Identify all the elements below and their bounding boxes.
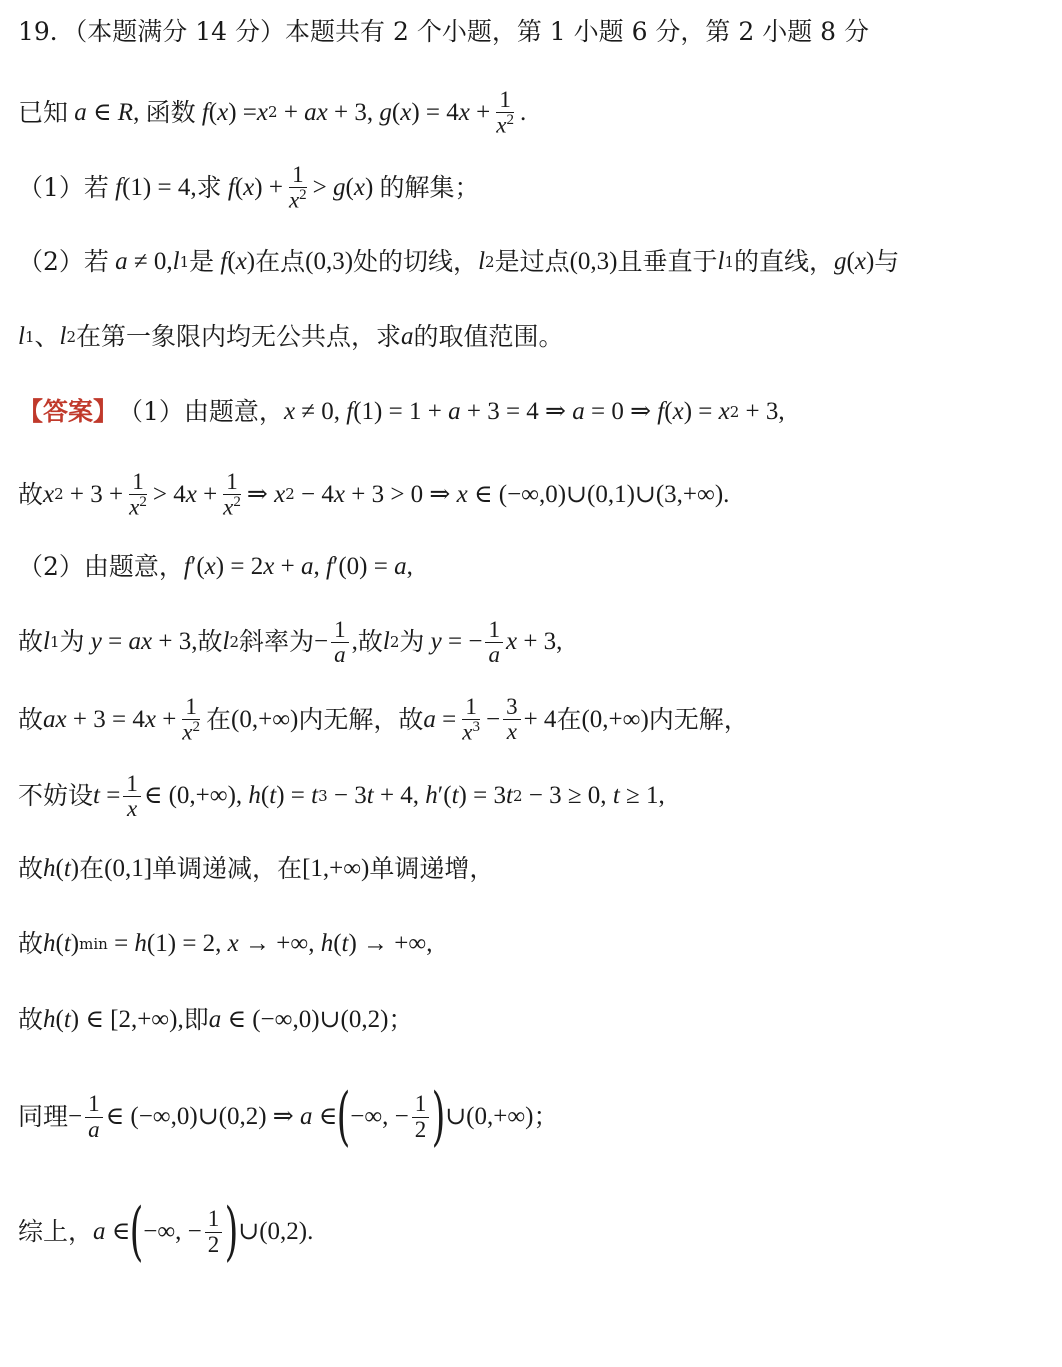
slope: 斜率为 [238,627,314,657]
answer2-line8: 同理 − $\frac{1}{a}$ ∈ (−∞,0)∪(0,2) ⇒ a ∈ ( −∞, − $\frac{1}{2}$ ) ∪(0,+∞) ； [18,1080,559,1154]
fraction: $\frac{1}{a}$ [331,618,349,667]
header-text: 19．（本题满分 14 分）本题共有 2 个小题，第 1 小题 6 分，第 2 小题 8 分 [18,17,870,46]
func-label: 函数 [145,97,196,127]
gu: 故 [18,1005,44,1034]
wei: 为 [399,627,425,657]
given-line: 已知 a ∈ R , 函数 f ( x ) = x 2 + ax + 3, g ( x ) = 4 x + $\frac{1}{x^2}$ . [18,87,527,138]
fraction: $\frac{1}{2}$ [412,1092,430,1141]
conclusion: 综上， [18,1216,94,1246]
fraction: $\frac{1}{a}$ [485,618,503,667]
fraction: $\frac{1}{x^3}$ [462,694,480,745]
fraction: $\frac{1}{x^2}$ [182,694,201,745]
fraction: $\frac{1}{x^2}$ [496,87,514,138]
fraction: $\frac{1}{x}$ [123,772,141,821]
zai: 在 [206,704,232,734]
problem-header [18,18,1048,47]
answer2-line1: （2）由题意， f ′( x ) = 2 x + a , f ′(0) = a , [18,552,413,581]
answer1-line2: 故 x 2 + 3 + $\frac{1}{x^2}$ > 4 x + $\frac{1}{x^2}$ ⇒ x 2 − 4 x + 3 > 0 ⇒ x ∈ (−∞,0)∪(0,1)∪(3,+∞). [18,469,730,520]
semi: ； [533,1101,559,1131]
answer2-line7: 故 h ( t ) ∈ [2,+∞), 即 a ∈ (−∞,0)∪(0,2) ； [18,1005,414,1034]
no-sol: 内无解， [298,704,399,734]
part1-open: （1）若 [18,172,109,202]
gu: 故 [18,479,44,509]
fraction: $\frac{1}{2}$ [205,1207,223,1256]
q-tail2: 在第一象限内均无公共点，求 [76,322,402,351]
fraction: $\frac{1}{x^2}$ [223,469,241,520]
known-label: 已知 [18,97,69,127]
q-tail1: 、 [34,322,60,351]
ji: 即 [183,1005,209,1034]
zai: 在 [79,854,105,883]
gu: 故 [18,929,44,958]
part2-tangent: 处的切线， [353,247,479,276]
answer2-line5: 故 h ( t ) 在 (0,1] 单调递减，在 [1,+∞) 单调递增， [18,854,495,883]
gu: 故 [197,627,223,657]
part2-open: （2）若 [18,247,109,276]
part1-question: （1）若 f (1) = 4, 求 f ( x ) + $\frac{1}{x^2}$ > g ( x ) 的解集； [18,162,480,213]
gu: 故 [18,854,44,883]
answer2-line6: 故 h ( t ) min = h (1) = 2, x → +∞, h ( t ) → +∞, [18,929,433,958]
no-sol-end: 内无解， [648,704,749,734]
part2-shi: 是 [189,247,215,276]
conclusion-line: 综上， a ∈ ( −∞, − $\frac{1}{2}$ ) ∪(0,2). [18,1195,314,1269]
gu: 故 [18,627,44,657]
semi: ； [388,1005,414,1034]
answer2-line2: 故 l 1 为 y = ax + 3, 故 l 2 斜率为 − $\frac{1}{a}$ , 故 l 2 为 y = − $\frac{1}{a}$ x + 3, [18,617,563,668]
let: 不妨设 [18,781,94,811]
part2-and: 与 [874,247,900,276]
part2-question-cont: l 1 、 l 2 在第一象限内均无公共点，求 a 的取值范围。 [18,322,564,351]
answer-tag: 【答案】 [18,397,119,426]
same: 同理 [18,1101,69,1131]
part1-mid: 求 [196,172,222,202]
part2-is: 是过点 [494,247,570,276]
part2-line: 的直线， [734,247,835,276]
inc: 单调递增， [369,854,495,883]
answer1-line1: 【答案】 （1）由题意， x ≠ 0, f (1) = 1 + a + 3 = 4 ⇒ a = 0 ⇒ f ( x ) = x 2 + 3, [18,397,785,426]
fraction: $\frac{3}{x}$ [503,695,521,744]
part2-perp: 且垂直于 [617,247,718,276]
a1-open: （1）由题意， [118,397,284,426]
fraction: $\frac{1}{a}$ [85,1092,103,1141]
part2-at: 在点 [255,247,306,276]
part2-question: （2）若 a ≠ 0, l 1 是 f ( x ) 在点 (0,3) 处的切线， l 2 是过点 (0,3) 且垂直于 l 1 的直线， g ( x ) 与 [18,247,900,276]
q-tail3: 的取值范围。 [413,322,564,351]
part1-end: 的解集； [379,172,480,202]
answer2-line4: 不妨设 t = $\frac{1}{x}$ ∈ (0,+∞), h ( t ) = t 3 − 3 t + 4, h ′( t ) = 3 t 2 − 3 ≥ 0, t ≥ 1, [18,771,665,822]
dec: 单调递减，在 [152,854,303,883]
answer2-line3: 故 ax + 3 = 4 x + $\frac{1}{x^2}$ 在 (0,+∞) 内无解， 故 a = $\frac{1}{x^3}$ − $\frac{3}{x}$ + 4 在 (0,+∞) 内无解， [18,694,749,745]
gu: 故 [18,704,44,734]
a2-open: （2）由题意， [18,552,184,581]
zai: 在 [556,704,582,734]
gu: 故 [398,704,424,734]
fraction: $\frac{1}{x^2}$ [129,469,147,520]
gu: 故 [357,627,383,657]
fraction: $\frac{1}{x^2}$ [288,162,307,213]
wei: 为 [59,627,85,657]
